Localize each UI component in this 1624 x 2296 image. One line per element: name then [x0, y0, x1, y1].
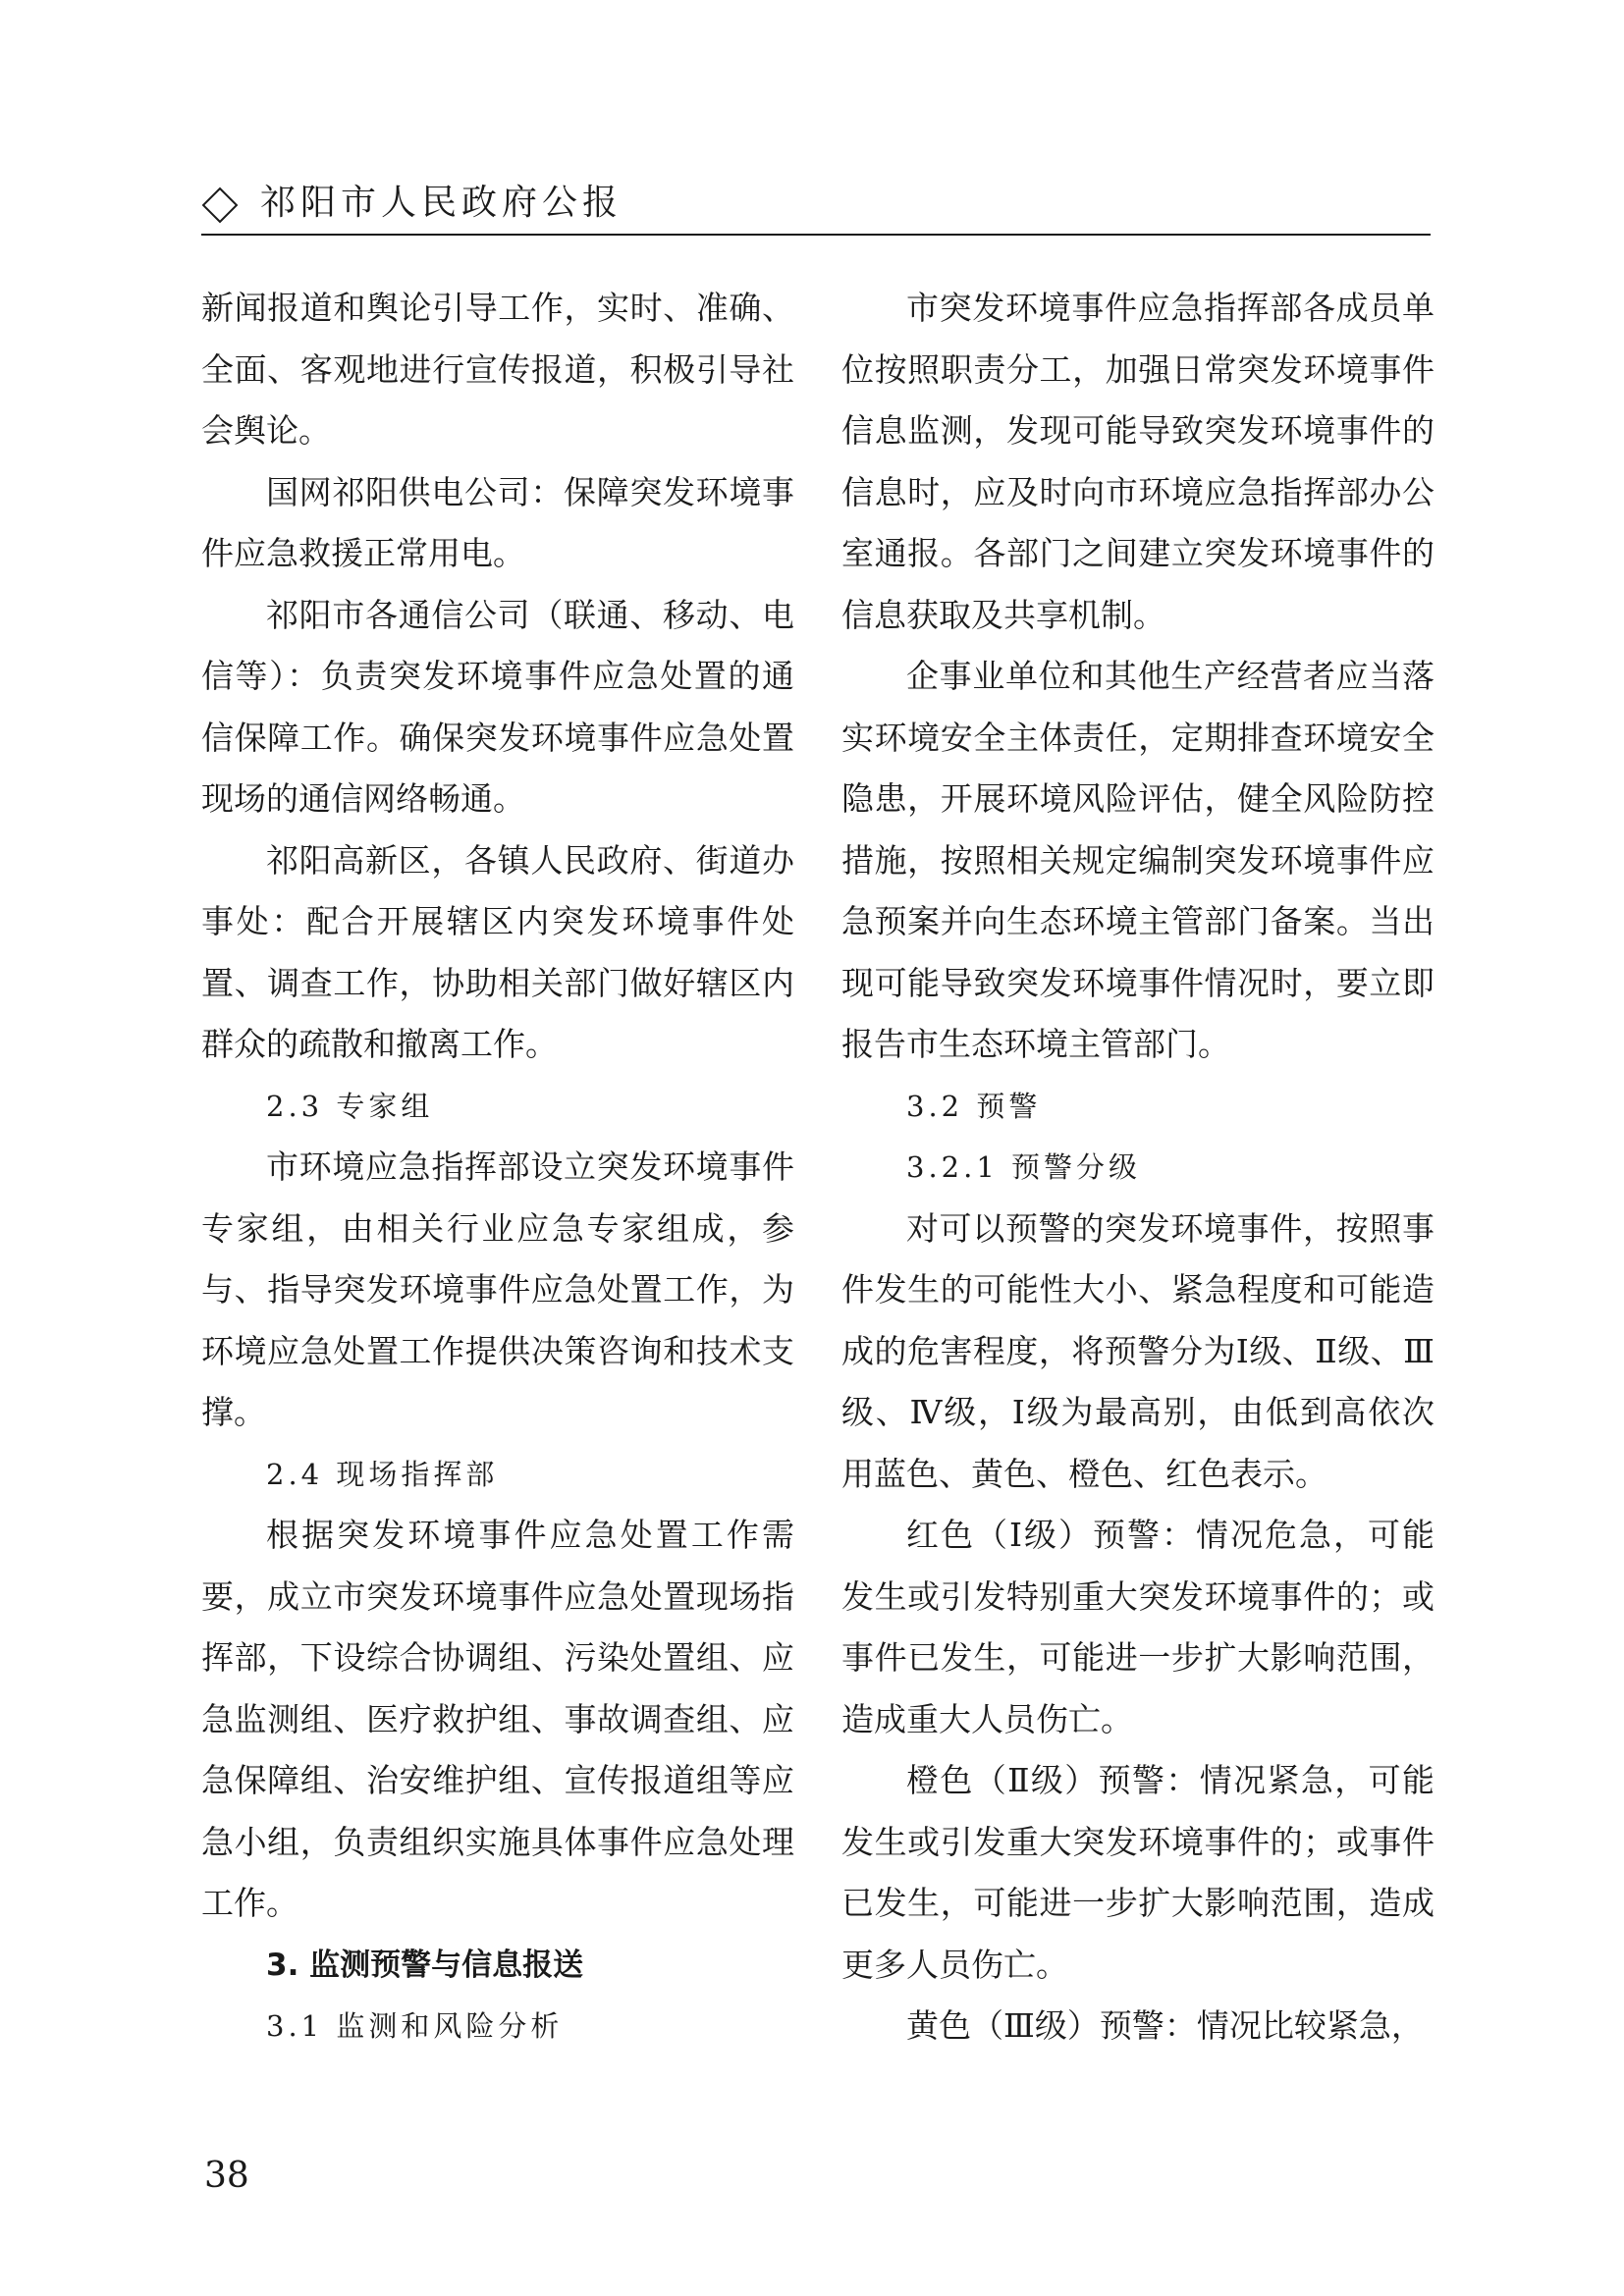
subsection-heading: 2.4 现场指挥部 [266, 1457, 499, 1491]
subsection-heading: 3.1 监测和风险分析 [266, 2009, 564, 2043]
header-title: 祁阳市人民政府公报 [260, 183, 623, 223]
paragraph: 对可以预警的突发环境事件，按照事件发生的可能性大小、紧急程度和可能造成的危害程度，将预警分为Ⅰ级、Ⅱ级、Ⅲ级、Ⅳ级，Ⅰ级为最高别，由低到高依次用蓝色、黄色、橙色、红色表示。 [841, 1208, 1435, 1493]
page-number: 38 [204, 2156, 249, 2196]
paragraph: 红色（Ⅰ级）预警：情况危急，可能发生或引发特别重大突发环境事件的；或事件已发生，可能进一步扩大影响范围，造成重大人员伤亡。 [841, 1516, 1435, 1738]
paragraph: 祁阳高新区，各镇人民政府、街道办事处：配合开展辖区内突发环境事件处置、调查工作，协助相关部门做好辖区内群众的疏散和撤离工作。 [201, 840, 794, 1063]
page-header [201, 179, 1431, 236]
paragraph: 企事业单位和其他生产经营者应当落实环境安全主体责任，定期排查环境安全隐患，开展环境风险评估，健全风险防控措施，按照相关规定编制突发环境事件应急预案并向生态环境主管部门备案。当出现可能导致突发环境事件情况时，要立即报告市生态环境主管部门。 [841, 657, 1435, 1063]
paragraph: 市突发环境事件应急指挥部各成员单位按照职责分工，加强日常突发环境事件信息监测，发现可能导致突发环境事件的信息时，应及时向市环境应急指挥部办公室通报。各部门之间建立突发环境事件的信息获取及共享机制。 [841, 289, 1435, 634]
paragraph: 国网祁阳供电公司：保障突发环境事件应急救援正常用电。 [201, 472, 794, 572]
paragraph: 根据突发环境事件应急处置工作需要，成立市突发环境事件应急处置现场指挥部，下设综合协调组、污染处置组、应急监测组、医疗救护组、事故调查组、应急保障组、治安维护组、宣传报道组等应急小组，负责组织实施具体事件应急处理工作。 [201, 1516, 794, 1922]
right-column [841, 278, 1435, 2057]
subsection-heading: 3.2 预警 [906, 1089, 1042, 1123]
paragraph: 橙色（Ⅱ级）预警：情况紧急，可能发生或引发重大突发环境事件的；或事件已发生，可能进一步扩大影响范围，造成更多人员伤亡。 [841, 1761, 1435, 1984]
paragraph: 祁阳市各通信公司（联通、移动、电信等）：负责突发环境事件应急处置的通信保障工作。确保突发环境事件应急处置现场的通信网络畅通。 [201, 595, 794, 818]
subsection-heading: 3.2.1 预警分级 [906, 1150, 1142, 1184]
section-heading: 3. 监测预警与信息报送 [266, 1947, 584, 1983]
diamond-icon [202, 187, 239, 224]
paragraph: 新闻报道和舆论引导工作，实时、准确、全面、客观地进行宣传报道，积极引导社会舆论。 [201, 289, 794, 450]
paragraph: 市环境应急指挥部设立突发环境事件专家组，由相关行业应急专家组成，参与、指导突发环境事件应急处置工作，为环境应急处置工作提供决策咨询和技术支撑。 [201, 1148, 794, 1431]
left-column [201, 278, 794, 2057]
subsection-heading: 2.3 专家组 [266, 1089, 434, 1123]
paragraph: 黄色（Ⅲ级）预警：情况比较紧急， [906, 2006, 1424, 2045]
